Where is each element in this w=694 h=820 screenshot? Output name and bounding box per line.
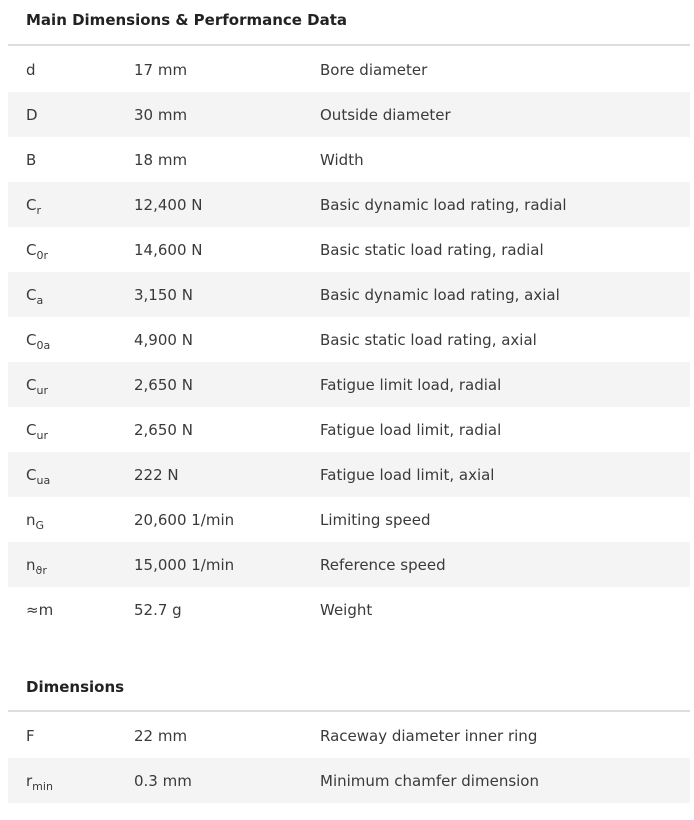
symbol-cell: B: [26, 150, 37, 169]
description-cell: Outside diameter: [320, 105, 451, 124]
table-row: [8, 92, 690, 137]
symbol-cell: F: [26, 726, 35, 745]
symbol-cell: $r_{min}$: [26, 771, 53, 793]
table-row: [8, 758, 690, 803]
dimensions-section-divider: [8, 710, 690, 712]
symbol-cell: ≈m: [26, 600, 54, 619]
value-cell: 22 mm: [134, 726, 188, 745]
description-cell: Fatigue load limit, axial: [320, 465, 495, 484]
description-cell: Weight: [320, 600, 373, 619]
value-cell: 14,600 N: [134, 240, 203, 259]
table-row: [8, 137, 690, 182]
symbol-cell: $n_{ϑr}$: [26, 555, 47, 577]
symbol-cell: $C_r$: [26, 195, 42, 217]
symbol-cell: $C_{ur}$: [26, 420, 48, 442]
description-cell: Basic static load rating, radial: [320, 240, 544, 259]
symbol-cell: $C_{ua}$: [26, 465, 51, 487]
dimensions-section-title: Dimensions: [26, 678, 125, 696]
description-cell: Basic dynamic load rating, axial: [320, 285, 560, 304]
symbol-cell: D: [26, 105, 38, 124]
value-cell: 3,150 N: [134, 285, 193, 304]
description-cell: Bore diameter: [320, 60, 428, 79]
value-cell: 12,400 N: [134, 195, 203, 214]
main-section-title: Main Dimensions & Performance Data: [26, 11, 348, 29]
symbol-cell: $C_{0r}$: [26, 240, 49, 262]
symbol-cell: $C_{0a}$: [26, 330, 51, 352]
description-cell: Width: [320, 150, 364, 169]
value-cell: 2,650 N: [134, 420, 193, 439]
table-row: [8, 182, 690, 227]
table-row: [8, 362, 690, 407]
table-row: [8, 542, 690, 587]
table-row: [8, 452, 690, 497]
description-cell: Fatigue limit load, radial: [320, 375, 502, 394]
description-cell: Basic static load rating, axial: [320, 330, 537, 349]
symbol-cell: $C_{ur}$: [26, 375, 48, 397]
symbol-cell: $C_a$: [26, 285, 44, 307]
value-cell: 52.7 g: [134, 600, 182, 619]
description-cell: Raceway diameter inner ring: [320, 726, 538, 745]
dimensions-table: [8, 713, 690, 803]
value-cell: 20,600 1/min: [134, 510, 235, 529]
symbol-cell: d: [26, 60, 36, 79]
value-cell: 18 mm: [134, 150, 188, 169]
value-cell: 2,650 N: [134, 375, 193, 394]
value-cell: 17 mm: [134, 60, 188, 79]
table-row: [8, 317, 690, 362]
value-cell: 0.3 mm: [134, 771, 192, 790]
table-row: [8, 272, 690, 317]
table-row: [8, 497, 690, 542]
value-cell: 222 N: [134, 465, 179, 484]
symbol-cell: $n_G$: [26, 510, 45, 532]
value-cell: 15,000 1/min: [134, 555, 235, 574]
main-dimensions-table: [8, 47, 690, 632]
description-cell: Fatigue load limit, radial: [320, 420, 502, 439]
table-row: [8, 407, 690, 452]
description-cell: Basic dynamic load rating, radial: [320, 195, 567, 214]
description-cell: Limiting speed: [320, 510, 431, 529]
value-cell: 30 mm: [134, 105, 188, 124]
table-row: [8, 587, 690, 632]
table-row: [8, 227, 690, 272]
table-row: [8, 47, 690, 92]
main-section-divider: [8, 44, 690, 46]
value-cell: 4,900 N: [134, 330, 193, 349]
description-cell: Minimum chamfer dimension: [320, 771, 539, 790]
table-row: [8, 713, 690, 758]
description-cell: Reference speed: [320, 555, 446, 574]
